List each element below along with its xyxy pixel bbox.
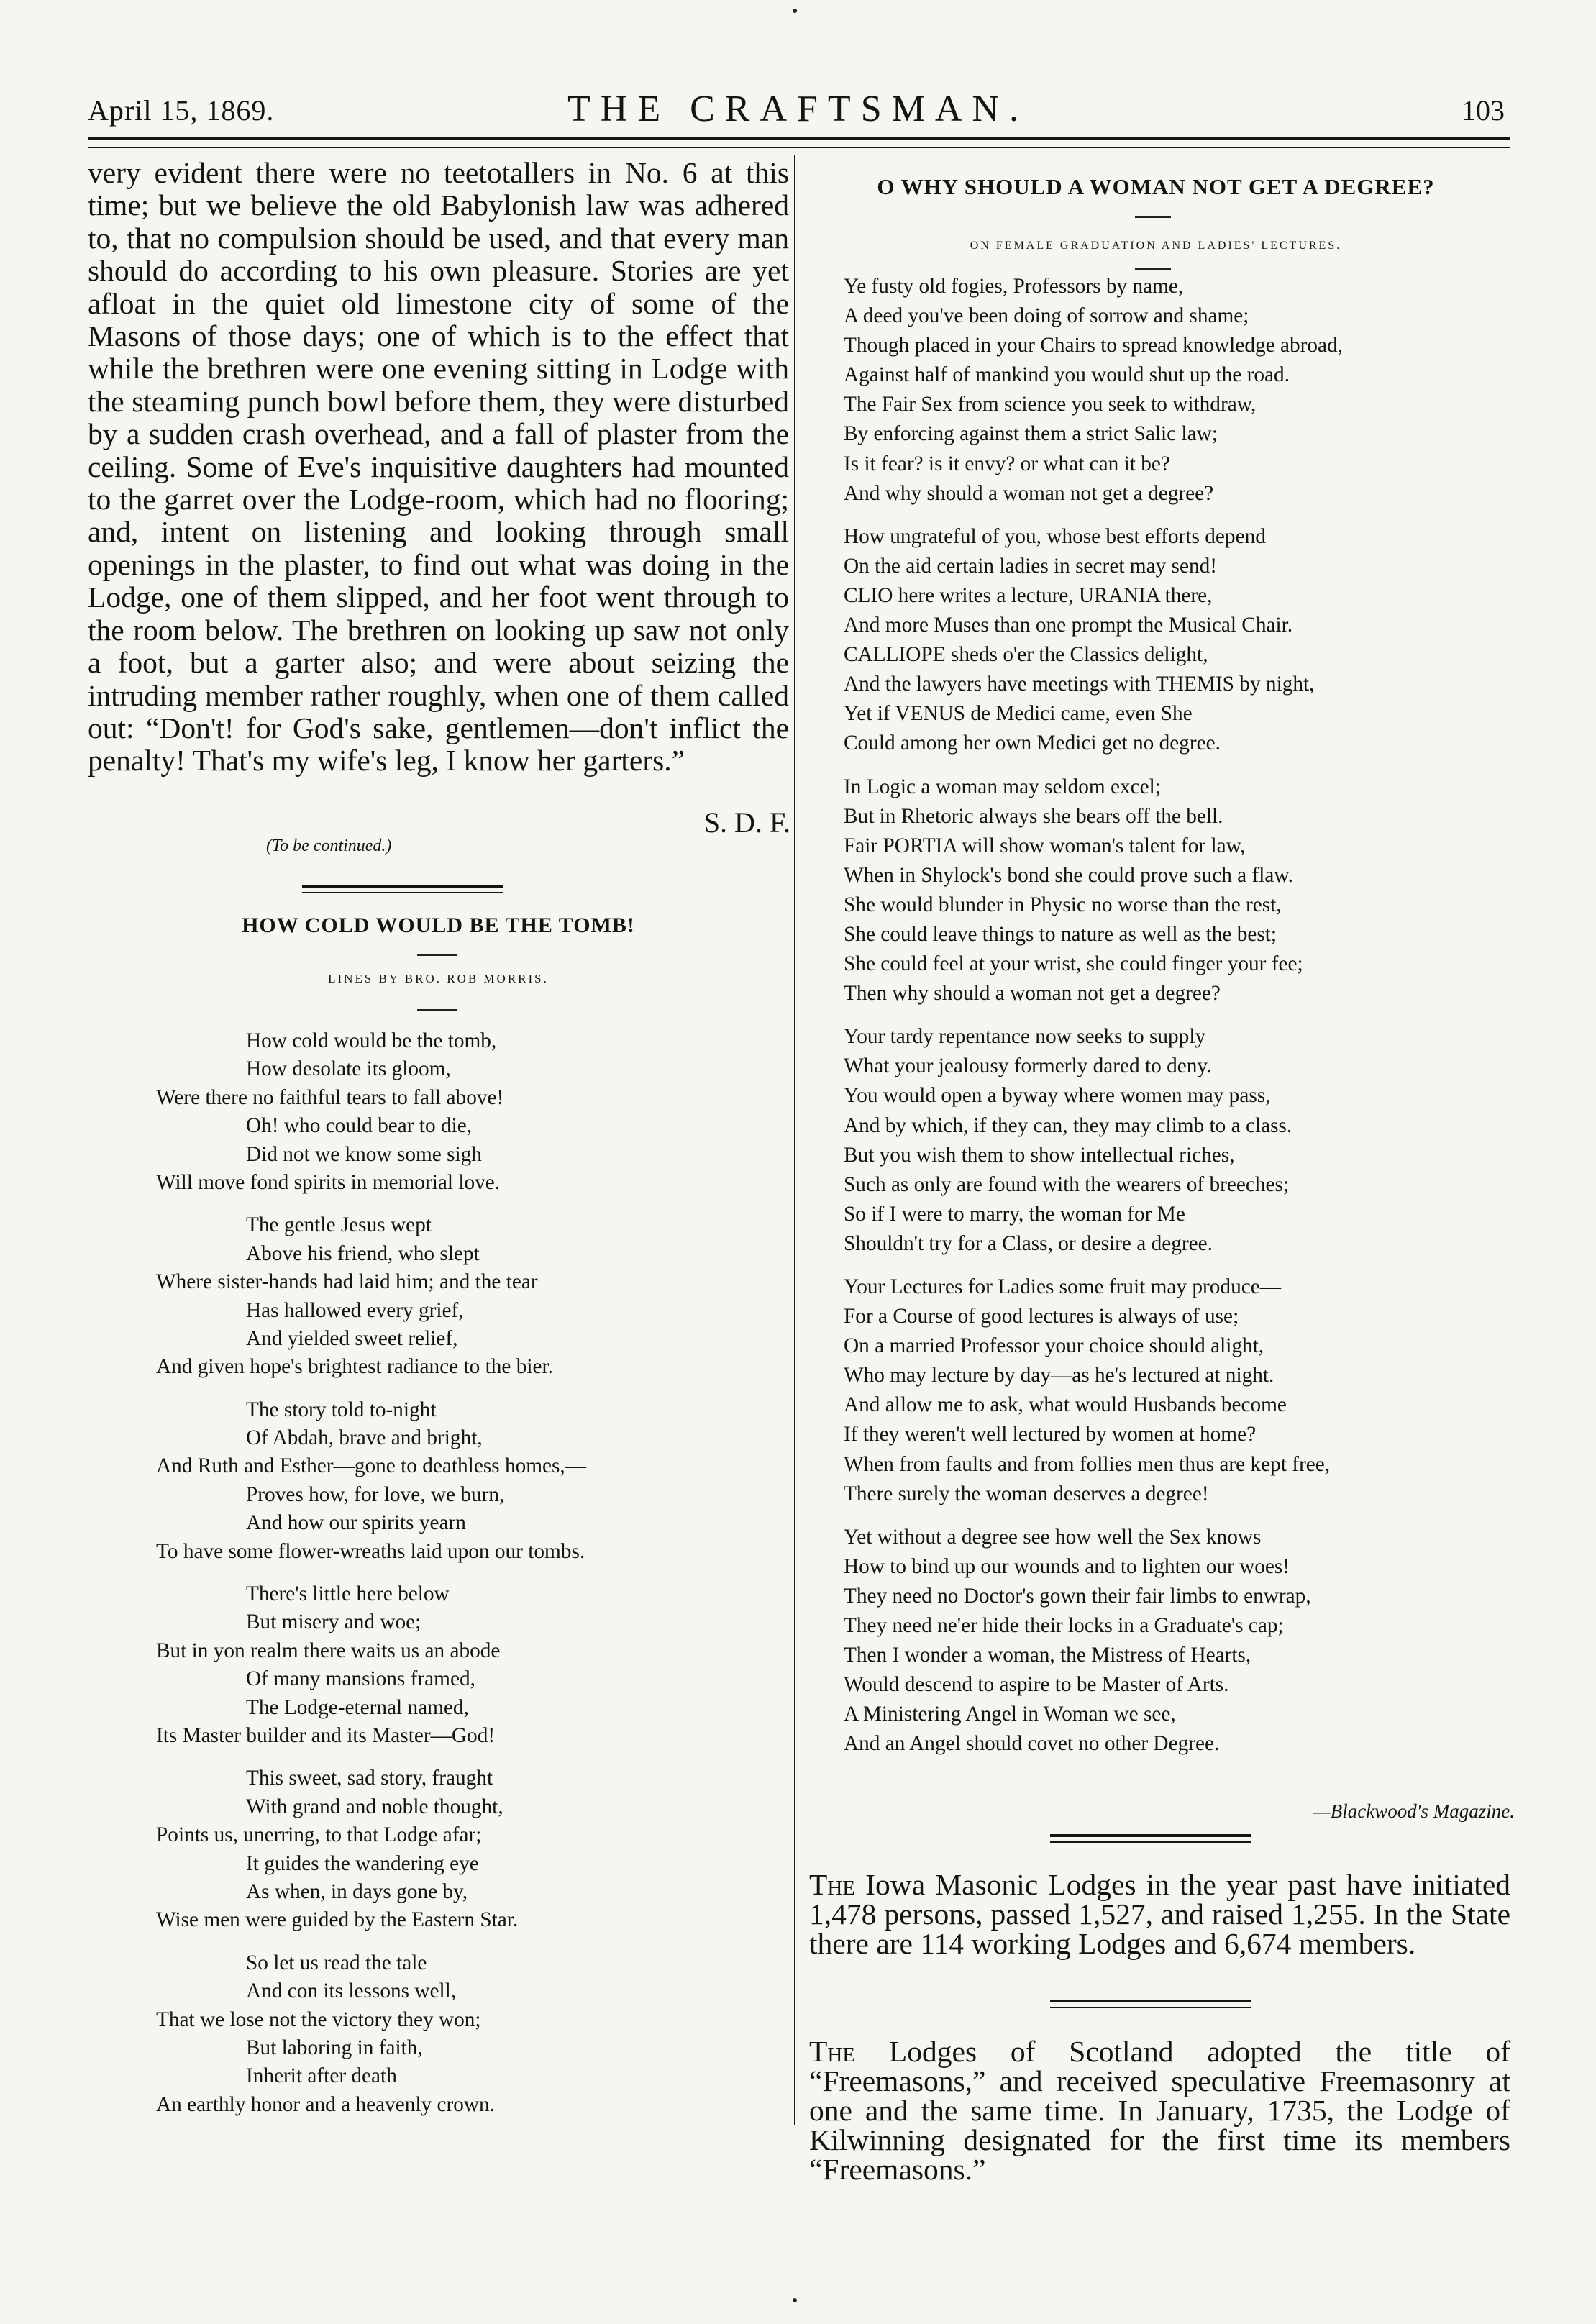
poem-line: How desolate its gloom,	[246, 1057, 451, 1081]
poem-line: Such as only are found with the wearers of breeches;	[844, 1172, 1290, 1196]
poem-body	[88, 1027, 789, 2133]
poem-line: But in yon realm there waits us an abode	[156, 1639, 501, 1662]
poem-line: But you wish them to show intellectual riches,	[844, 1143, 1235, 1167]
poem-line: Your tardy repentance now seeks to supply	[844, 1025, 1206, 1049]
poem-line: So let us read the tale	[246, 1951, 427, 1974]
poem-line: Did not we know some sigh	[246, 1142, 482, 1166]
poem-subtitle: ON FEMALE GRADUATION AND LADIES' LECTURES.	[970, 240, 1342, 252]
poem-line: Would descend to aspire to be Master of Arts.	[844, 1673, 1229, 1697]
poem-line: When in Shylock's bond she could prove such a flaw.	[844, 863, 1293, 887]
news-item-lead: The	[809, 1868, 856, 1901]
poem-line: By enforcing against them a strict Salic law;	[844, 422, 1218, 446]
poem-line: Yet without a degree see how well the Sex knows	[844, 1525, 1262, 1549]
poem-line: With grand and noble thought,	[246, 1795, 503, 1818]
poem-line: Then I wonder a woman, the Mistress of Hearts,	[844, 1644, 1251, 1667]
poem-line: Who may lecture by day—as he's lectured at night.	[844, 1364, 1274, 1387]
column-divider	[794, 155, 795, 2125]
title-dash	[417, 954, 457, 956]
continued-note: (To be continued.)	[266, 837, 392, 855]
title-dash	[1135, 216, 1171, 218]
poem-line: Could among her own Medici get no degree.	[844, 732, 1221, 755]
poem-line: The Lodge-eternal named,	[246, 1695, 469, 1719]
poem-line: They need no Doctor's gown their fair limbs to enwrap,	[844, 1584, 1311, 1608]
poem-line: To have some flower-wreaths laid upon our tombs.	[156, 1539, 585, 1563]
section-rule	[1050, 2000, 1251, 2002]
journal-title: THE CRAFTSMAN.	[567, 88, 1029, 129]
poem-line: And more Muses than one prompt the Musical Chair.	[844, 614, 1293, 637]
article-signoff: S. D. F.	[703, 806, 790, 839]
poem-stanza	[844, 1272, 1520, 1509]
poem-line: She could leave things to nature as well as the best;	[844, 922, 1277, 946]
print-mark	[793, 2298, 797, 2302]
print-mark	[793, 9, 797, 13]
poem-stanza	[88, 1211, 789, 1381]
news-item-text: Iowa Masonic Lodges in the year past have initiated 1,478 persons, passed 1,527, and raised 1,255. In the State there are 114 working Lodges and 6,674 members.	[809, 1868, 1510, 1960]
poem-line: Of many mansions framed,	[246, 1667, 475, 1691]
poem-title: O WHY SHOULD A WOMAN NOT GET A DEGREE?	[877, 174, 1435, 199]
poem-line: Then why should a woman not get a degree?	[844, 982, 1221, 1006]
poem-line: Inherit after death	[246, 2064, 397, 2088]
poem-line: On a married Professor your choice should alight,	[844, 1334, 1264, 1358]
poem-line: She would blunder in Physic no worse than the rest,	[844, 893, 1282, 916]
poem-line: How to bind up our wounds and to lighten our woes!	[844, 1554, 1290, 1578]
news-item	[809, 1870, 1510, 1959]
poem-line: On the aid certain ladies in secret may send!	[844, 554, 1218, 578]
news-item	[809, 2037, 1510, 2184]
poem-byline: LINES BY BRO. ROB MORRIS.	[328, 972, 549, 985]
poem-stanza	[844, 522, 1520, 759]
poem-line: In Logic a woman may seldom excel;	[844, 775, 1161, 798]
poem-line: Oh! who could bear to die,	[246, 1114, 473, 1138]
poem-line: Were there no faithful tears to fall above!	[156, 1085, 504, 1109]
poem-line: And Ruth and Esther—gone to deathless homes,—	[156, 1454, 587, 1478]
section-rule	[1050, 1841, 1251, 1843]
page-number: 103	[1462, 94, 1505, 127]
poem-stanza	[844, 1523, 1520, 1759]
article-continuation	[88, 157, 789, 778]
poem-line: The gentle Jesus wept	[246, 1213, 432, 1237]
poem-line: Yet if VENUS de Medici came, even She	[844, 702, 1193, 726]
title-dash	[417, 1009, 457, 1011]
section-rule	[302, 885, 503, 888]
poem-title: HOW COLD WOULD BE THE TOMB!	[242, 913, 635, 937]
poem-line: Has hallowed every grief,	[246, 1298, 464, 1322]
poem-line: And allow me to ask, what would Husbands become	[844, 1393, 1287, 1417]
poem-line: They need ne'er hide their locks in a Graduate's cap;	[844, 1614, 1284, 1638]
poem-line: CALLIOPE sheds o'er the Classics delight,	[844, 643, 1208, 667]
poem-line: Points us, unerring, to that Lodge afar;	[156, 1823, 482, 1847]
poem-line: And an Angel should covet no other Degree.	[844, 1732, 1220, 1756]
poem-line: But in Rhetoric always she bears off the bell.	[844, 804, 1223, 828]
poem-line: Will move fond spirits in memorial love.	[156, 1170, 501, 1194]
poem-line: What your jealousy formerly dared to deny.	[844, 1054, 1212, 1078]
poem-line: And how our spirits yearn	[246, 1511, 466, 1535]
poem-line: How ungrateful of you, whose best efforts depend	[844, 524, 1266, 548]
poem-body	[844, 272, 1520, 1773]
section-rule	[302, 892, 503, 893]
poem-stanza	[88, 1764, 789, 1934]
poem-line: And given hope's brightest radiance to the bier.	[156, 1355, 554, 1379]
poem-line: For a Course of good lectures is always of use;	[844, 1305, 1239, 1329]
poem-line: Wise men were guided by the Eastern Star.	[156, 1908, 519, 1932]
poem-line: Shouldn't try for a Class, or desire a degree.	[844, 1231, 1213, 1255]
poem-line: Fair PORTIA will show woman's talent for law,	[844, 834, 1246, 857]
poem-line: Is it fear? is it envy? or what can it be?	[844, 452, 1170, 475]
title-dash	[1135, 268, 1171, 270]
poem-stanza	[844, 773, 1520, 1009]
poem-line: Your Lectures for Ladies some fruit may produce—	[844, 1275, 1282, 1298]
poem-line: You would open a byway where women may pass,	[844, 1084, 1271, 1108]
poem-line: There surely the woman deserves a degree!	[844, 1482, 1209, 1505]
section-rule	[1050, 1834, 1251, 1837]
header-rule	[88, 137, 1510, 148]
poem-line: That we lose not the victory they won;	[156, 2008, 481, 2031]
poem-line: A deed you've been doing of sorrow and shame;	[844, 304, 1249, 328]
poem-stanza	[844, 272, 1520, 509]
poem-line: The Fair Sex from science you seek to withdraw,	[844, 393, 1257, 416]
poem-line: Above his friend, who slept	[246, 1241, 480, 1265]
poem-line: So if I were to marry, the woman for Me	[844, 1202, 1185, 1226]
poem-line: Though placed in your Chairs to spread knowledge abroad,	[844, 334, 1343, 357]
poem-line: If they weren't well lectured by women at home?	[844, 1423, 1257, 1446]
poem-line: It guides the wandering eye	[246, 1851, 479, 1875]
poem-line: Of Abdah, brave and bright,	[246, 1426, 483, 1450]
section-rule	[1050, 2007, 1251, 2008]
article-paragraph: very evident there were no teetotallers in No. 6 at this time; but we believe the old Babylonish law was adhered to, that no compulsion should be used, and that every man should do according to his own pleasure. Stories are yet afloat in the quiet old limestone city of some of the Masons of those days; one of which is to the effect that while the brethren were one evening sitting in Lodge with the steaming punch bowl before them, they were disturbed by a sudden crash overhead, and a fall of plaster from the ceiling. Some of Eve's inquisitive daughters had mounted to the garret over the Lodge-room, which had no flooring; and, intent on listening and looking through small openings in the plaster, to find out what was doing in the Lodge, one of them slipped, and her foot went through to the room below. The brethren on looking up saw not only a foot, but a garter also; and were about seizing the intruding member rather roughly, when one of them called out: “Don't! for God's sake, gentlemen—don't inflict the penalty! That's my wife's leg, I know her garters.”	[88, 156, 789, 778]
poem-line: And by which, if they can, they may climb to a class.	[844, 1113, 1292, 1137]
poem-line: As when, in days gone by,	[246, 1879, 468, 1903]
poem-line: CLIO here writes a lecture, URANIA there,	[844, 583, 1213, 607]
poem-line: The story told to-night	[246, 1398, 437, 1421]
poem-line: When from faults and from follies men thus are kept free,	[844, 1452, 1331, 1476]
poem-line: Its Master builder and its Master—God!	[156, 1723, 496, 1747]
poem-attribution: —Blackwood's Magazine.	[1313, 1800, 1515, 1822]
poem-stanza	[88, 1027, 789, 1197]
poem-line: But misery and woe;	[246, 1610, 421, 1634]
news-item-text: Lodges of Scotland adopted the title of “Freemasons,” and received speculative Freemasonry at one and the same time. In January, 1735, the Lodge of Kilwinning designated for the first time its members “Freemasons.”	[809, 2035, 1510, 2186]
poem-line: And the lawyers have meetings with THEMIS by night,	[844, 673, 1315, 696]
page-date: April 15, 1869.	[88, 94, 275, 127]
poem-line: How cold would be the tomb,	[246, 1029, 497, 1052]
poem-line: There's little here below	[246, 1582, 450, 1606]
poem-line: And con its lessons well,	[246, 1979, 457, 2003]
poem-line: She could feel at your wrist, she could finger your fee;	[844, 952, 1303, 976]
poem-stanza	[88, 1580, 789, 1750]
poem-line: And yielded sweet relief,	[246, 1326, 458, 1350]
news-item-lead: The	[809, 2035, 856, 2068]
poem-line: A Ministering Angel in Woman we see,	[844, 1703, 1176, 1726]
poem-stanza	[844, 1022, 1520, 1259]
poem-line: An earthly honor and a heavenly crown.	[156, 2092, 496, 2116]
poem-line: Proves how, for love, we burn,	[246, 1482, 505, 1506]
poem-line: Against half of mankind you would shut up the road.	[844, 363, 1290, 387]
poem-line: Ye fusty old fogies, Professors by name,	[844, 275, 1184, 298]
poem-line: Where sister-hands had laid him; and the tear	[156, 1270, 538, 1294]
poem-line: And why should a woman not get a degree?	[844, 481, 1214, 505]
poem-line: But laboring in faith,	[246, 2036, 423, 2059]
poem-stanza	[88, 1949, 789, 2119]
poem-line: This sweet, sad story, fraught	[246, 1767, 493, 1790]
poem-stanza	[88, 1396, 789, 1566]
